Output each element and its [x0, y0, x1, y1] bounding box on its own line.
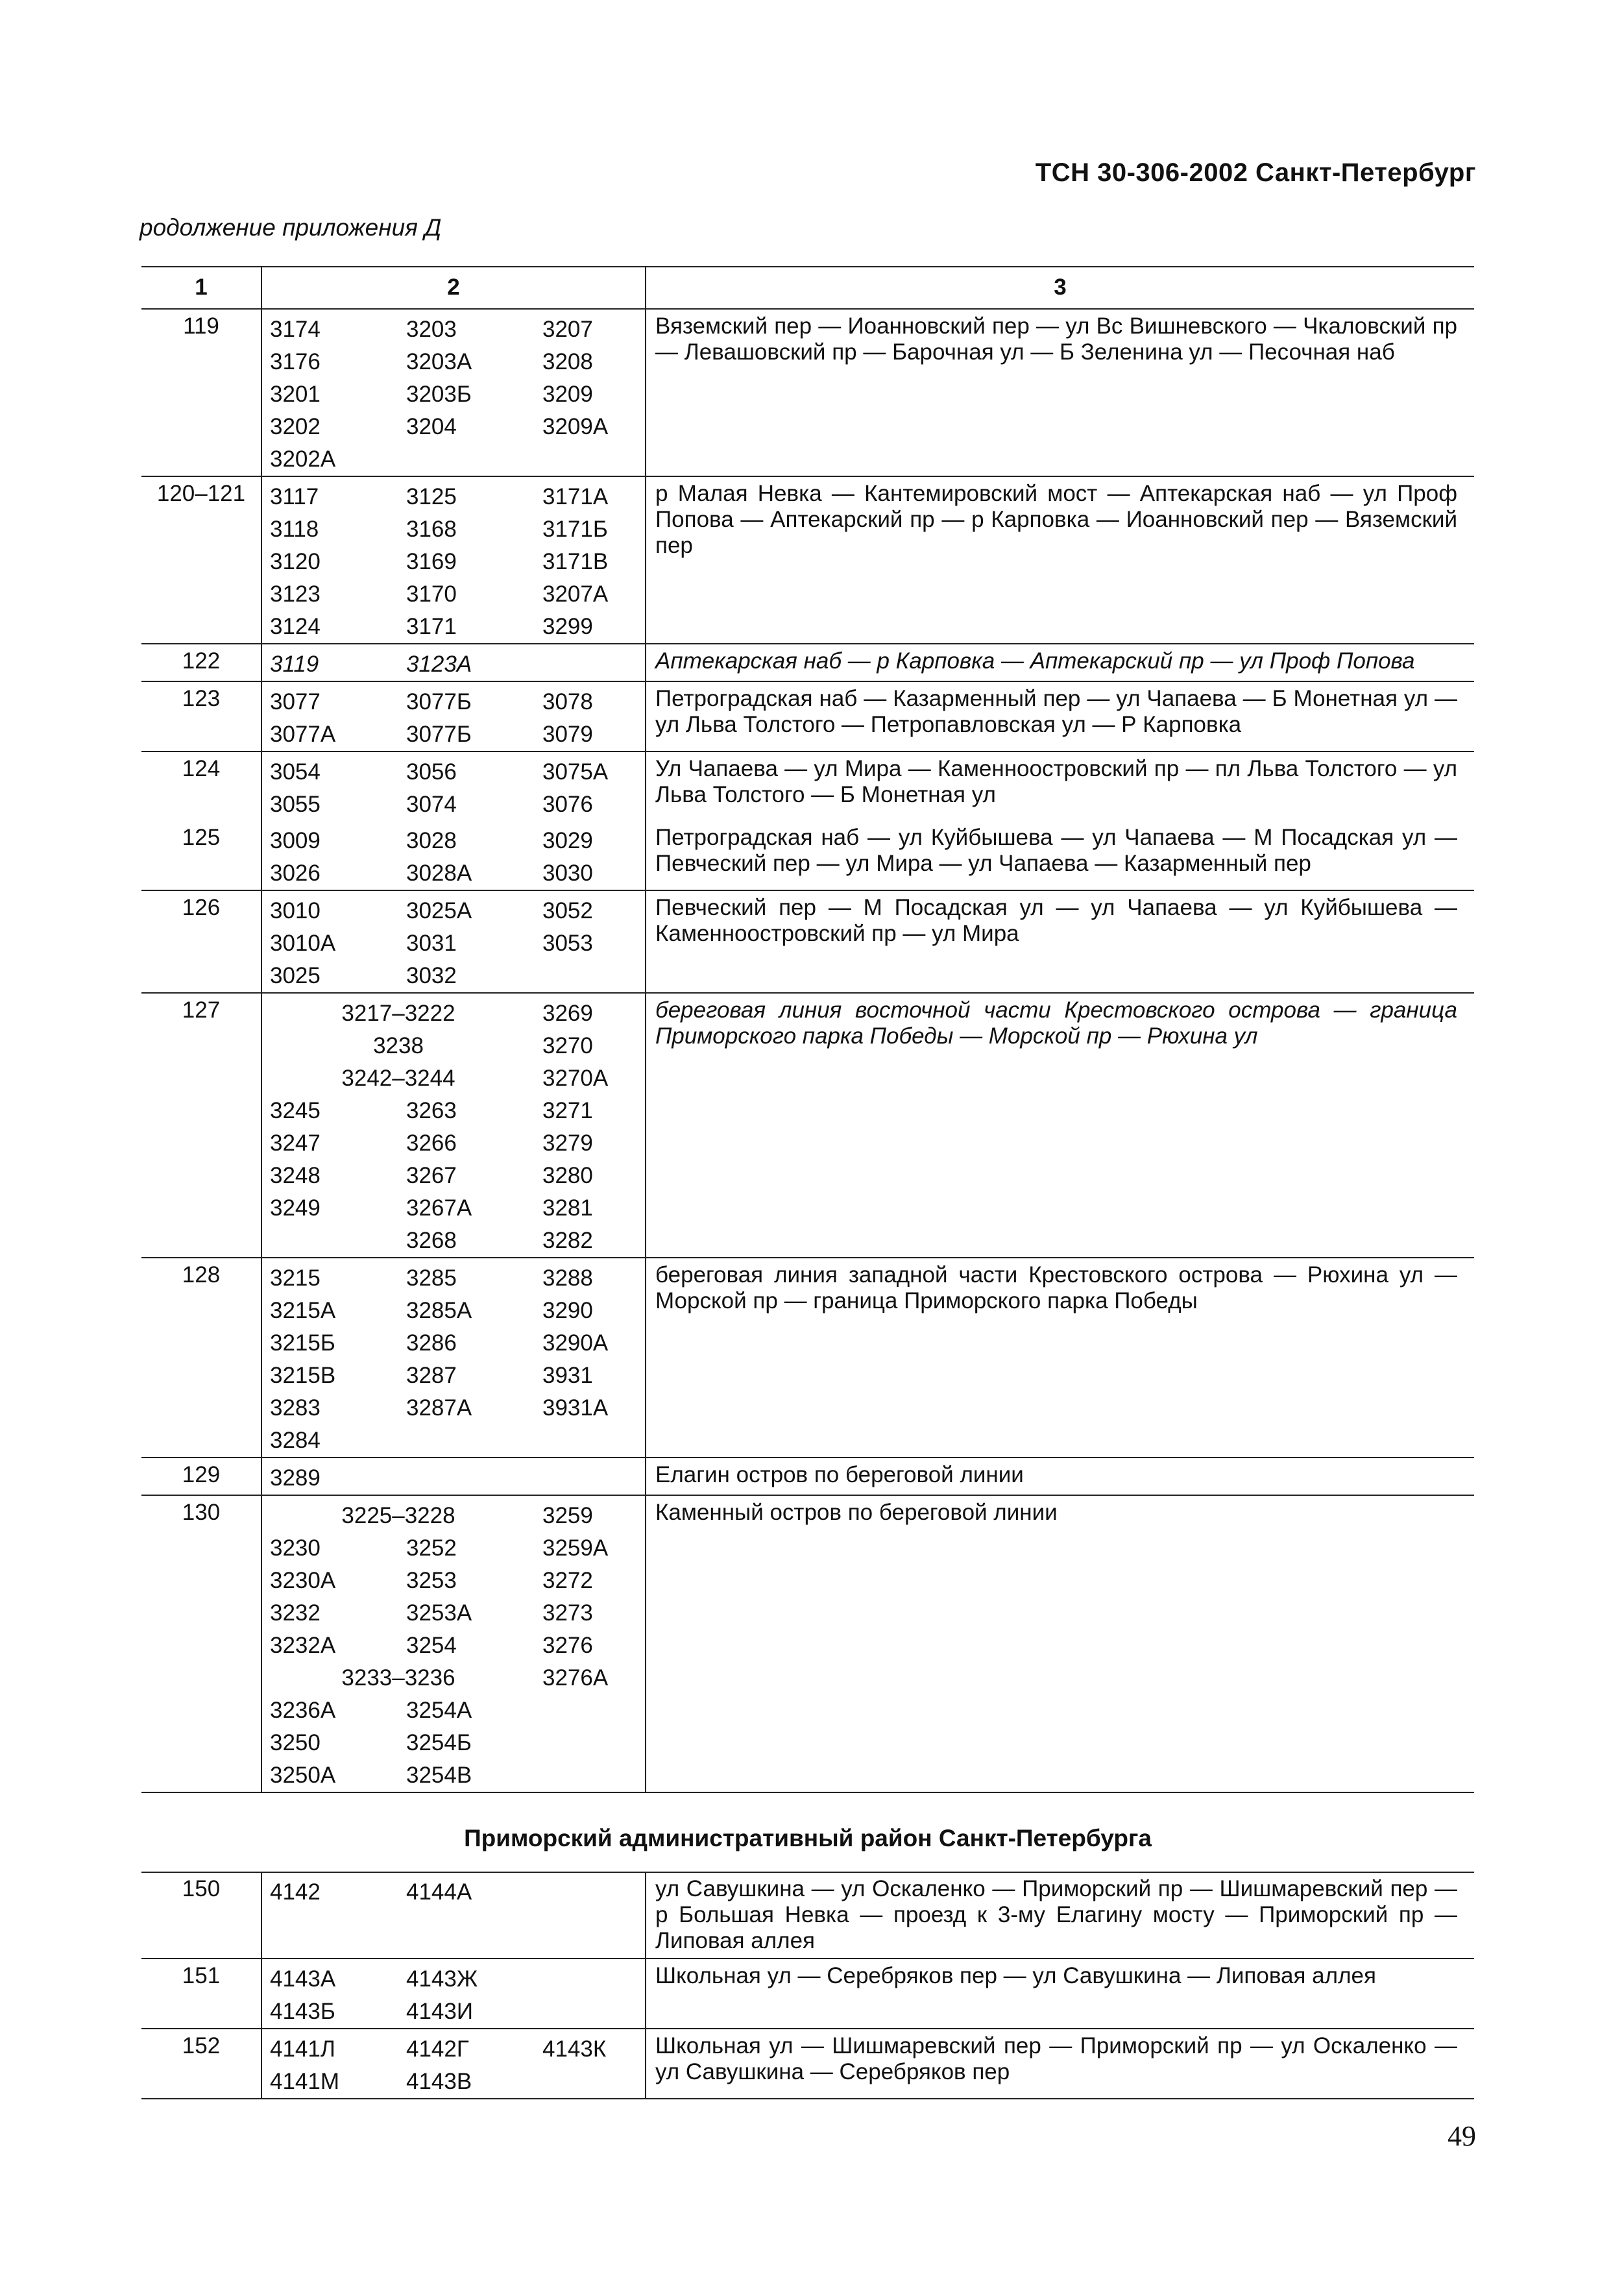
code-value [535, 443, 645, 476]
code-value: 3010 [270, 898, 321, 923]
table-row [141, 309, 1474, 476]
code-value: 3931 [542, 1363, 593, 1388]
code-value: 3208 [542, 349, 593, 374]
code-value: 3079 [542, 722, 593, 747]
code-value: 3171В [542, 549, 609, 574]
code-value: 3263 [406, 1098, 457, 1123]
table-row [141, 821, 1474, 890]
code-grid [262, 895, 645, 992]
code-value: 3217–3222 [341, 1001, 455, 1026]
code-value: 3233–3236 [341, 1665, 455, 1691]
code-value: 3266 [406, 1130, 457, 1156]
code-value: 3252 [406, 1535, 457, 1561]
code-value: 3215Б [270, 1330, 335, 1356]
code-value: 3268 [406, 1228, 457, 1253]
code-value: 4144А [406, 1879, 472, 1905]
code-value: 3176 [270, 349, 321, 374]
code-value [535, 1694, 645, 1727]
code-grid [262, 648, 645, 681]
code-value [535, 1996, 645, 2028]
code-value: 3009 [270, 828, 321, 853]
code-value [535, 2066, 645, 2098]
code-cell [261, 644, 646, 681]
code-value: 3117 [270, 484, 319, 509]
code-grid [262, 825, 645, 890]
code-value: 3259 [542, 1503, 593, 1528]
code-grid [262, 756, 645, 821]
row-number: 123 [141, 681, 261, 751]
code-value: 3276А [542, 1665, 609, 1691]
code-value: 3207А [542, 581, 609, 607]
code-value [398, 443, 535, 476]
code-value: 3168 [406, 517, 457, 542]
code-value: 4141М [270, 2069, 340, 2094]
code-value: 3276 [542, 1633, 593, 1658]
route-description: Певческий пер — М Посадская ул — ул Чапаева — ул Куйбышева — Каменноостровский пр — ул Мира [646, 890, 1474, 993]
code-grid [262, 1262, 645, 1457]
code-value: 3077Б [406, 689, 472, 714]
code-value: 3215В [270, 1363, 336, 1388]
code-cell [261, 890, 646, 993]
continuation-caption: родолжение приложения Д [139, 214, 442, 241]
document-header-title: ТСН 30-306-2002 Санкт-Петербург [1035, 158, 1476, 187]
code-value: 3281 [542, 1195, 593, 1221]
code-value: 3931А [542, 1395, 609, 1421]
code-cell [261, 993, 646, 1258]
row-number: 151 [141, 1959, 261, 2029]
code-value: 4143Б [270, 1999, 335, 2024]
code-grid [262, 1876, 645, 1909]
row-number: 122 [141, 644, 261, 681]
code-cell [261, 1959, 646, 2029]
code-value [535, 1462, 645, 1495]
row-number: 127 [141, 993, 261, 1258]
code-value: 3174 [270, 317, 321, 342]
row-number: 120–121 [141, 476, 261, 644]
route-description: Петроградская наб — ул Куйбышева — ул Чапаева — М Посадская ул — Певческий пер — ул Мира — ул Чапаева — Казарменный пер [646, 821, 1474, 890]
code-value: 3230 [270, 1535, 321, 1561]
table-row [141, 1458, 1474, 1495]
route-description: Школьная ул — Серебряков пер — ул Савушкина — Липовая аллея [646, 1959, 1474, 2029]
code-value: 3254 [406, 1633, 457, 1658]
code-value: 3242–3244 [341, 1066, 455, 1091]
district-table [141, 1872, 1474, 2099]
code-grid [262, 1500, 645, 1792]
code-value: 3078 [542, 689, 593, 714]
code-value: 3125 [406, 484, 457, 509]
column-header-3: 3 [646, 267, 1474, 309]
page-number: 49 [1448, 2120, 1476, 2152]
code-value: 3056 [406, 759, 457, 785]
code-value: 3120 [270, 549, 321, 574]
main-table [141, 267, 1474, 1793]
code-value: 3232А [270, 1633, 336, 1658]
column-header-1: 1 [141, 267, 261, 309]
code-value: 3119 [270, 652, 319, 677]
code-value: 3238 [373, 1033, 424, 1058]
code-grid [262, 313, 645, 476]
route-description: Вяземский пер — Иоанновский пер — ул Вс Вишневского — Чкаловский пр — Левашовский пр — Барочная ул — Б Зеленина ул — Песочная наб [646, 309, 1474, 476]
code-value [535, 648, 645, 681]
code-grid [262, 1963, 645, 2028]
code-value: 3215А [270, 1298, 336, 1323]
code-value: 3269 [542, 1001, 593, 1026]
route-description: Елагин остров по береговой линии [646, 1458, 1474, 1495]
code-value: 3230А [270, 1568, 336, 1593]
code-value: 3253 [406, 1568, 457, 1593]
code-cell [261, 2029, 646, 2099]
code-value: 3280 [542, 1163, 593, 1188]
table-row [141, 1959, 1474, 2029]
code-value: 3026 [270, 861, 321, 886]
code-value: 3250 [270, 1730, 321, 1755]
code-grid [262, 2033, 645, 2098]
code-value: 3074 [406, 792, 457, 817]
code-value: 3171А [542, 484, 609, 509]
code-value: 3203А [406, 349, 472, 374]
route-description: Ул Чапаева — ул Мира — Каменноостровский пр — пл Льва Толстого — ул Льва Толстого — Б Монетная ул [655, 756, 1457, 807]
code-value: 3123 [270, 581, 321, 607]
route-description: Аптекарская наб — р Карповка — Аптекарский пр — ул Проф Попова [646, 644, 1474, 681]
code-value: 4143В [406, 2069, 472, 2094]
code-cell [261, 751, 646, 821]
code-value: 3245 [270, 1098, 321, 1123]
code-value: 4143К [542, 2036, 607, 2062]
code-value: 3254А [406, 1698, 472, 1723]
code-value: 3248 [270, 1163, 321, 1188]
code-value: 3055 [270, 792, 321, 817]
code-value: 3284 [270, 1428, 321, 1453]
row-number: 129 [141, 1458, 261, 1495]
code-value: 3028А [406, 861, 472, 886]
table-row [141, 1495, 1474, 1792]
table-row [141, 1258, 1474, 1458]
district-table-body [141, 1872, 1474, 2099]
table-row [141, 751, 1474, 821]
code-value: 3025А [406, 898, 472, 923]
code-value: 3209А [542, 414, 609, 439]
code-value: 4143Ж [406, 1966, 478, 1992]
row-number: 130 [141, 1495, 261, 1792]
code-value: 3209 [542, 382, 593, 407]
code-value: 3282 [542, 1228, 593, 1253]
code-grid [262, 997, 645, 1257]
code-cell [261, 1458, 646, 1495]
code-value: 3077А [270, 722, 336, 747]
code-value [398, 1462, 535, 1495]
code-value: 3010А [270, 931, 336, 956]
code-value: 3286 [406, 1330, 457, 1356]
code-value: 3299 [542, 614, 593, 639]
code-value: 3171Б [542, 517, 608, 542]
code-cell [261, 1258, 646, 1458]
code-value: 4142 [270, 1879, 321, 1905]
code-value: 3203Б [406, 382, 472, 407]
row-number: 125 [141, 821, 261, 890]
code-value: 3290А [542, 1330, 609, 1356]
code-value [535, 1963, 645, 1996]
code-value: 3207 [542, 317, 593, 342]
row-number: 152 [141, 2029, 261, 2099]
code-value [535, 1727, 645, 1759]
code-value: 3123А [406, 652, 472, 677]
code-value: 3204 [406, 414, 457, 439]
route-description: р Малая Невка — Кантемировский мост — Аптекарская наб — ул Проф Попова — Аптекарский пр — р Карповка — Иоанновский пер — Вяземский пер [646, 476, 1474, 644]
code-value: 3247 [270, 1130, 321, 1156]
code-value: 3077 [270, 689, 321, 714]
code-value [262, 1225, 398, 1257]
code-grid [262, 686, 645, 751]
code-grid [262, 1462, 645, 1495]
code-value: 3285 [406, 1265, 457, 1291]
code-value: 3287А [406, 1395, 472, 1421]
code-value: 4143И [406, 1999, 474, 2024]
code-value [398, 1424, 535, 1457]
code-value: 3030 [542, 861, 593, 886]
route-description: ул Савушкина — ул Оскаленко — Приморский пр — Шишмаревский пер — р Большая Невка — проезд к 3-му Елагину мосту — Приморский пр — Липовая аллея [646, 1872, 1474, 1959]
section-heading: Приморский административный район Санкт-Петербурга [464, 1825, 1152, 1851]
code-value: 4142Г [406, 2036, 469, 2062]
code-value: 3272 [542, 1568, 593, 1593]
table-row [141, 644, 1474, 681]
code-value: 3202 [270, 414, 321, 439]
code-value: 3170 [406, 581, 457, 607]
code-value: 3267 [406, 1163, 457, 1188]
code-value: 3215 [270, 1265, 321, 1291]
code-value: 3169 [406, 549, 457, 574]
code-value: 3289 [270, 1465, 321, 1491]
code-value: 3054 [270, 759, 321, 785]
table-row [141, 1872, 1474, 1959]
row-number: 124 [141, 751, 261, 821]
code-value: 3267А [406, 1195, 472, 1221]
code-value: 3249 [270, 1195, 321, 1221]
code-value: 3232 [270, 1600, 321, 1626]
table-header-row [141, 267, 1474, 309]
code-value: 3032 [406, 963, 457, 988]
row-number: 126 [141, 890, 261, 993]
code-value: 3075А [542, 759, 609, 785]
code-value [535, 960, 645, 992]
row-number: 128 [141, 1258, 261, 1458]
row-number: 150 [141, 1872, 261, 1959]
code-value: 3029 [542, 828, 593, 853]
route-description: береговая линия восточной части Крестовского острова — граница Приморского парка Победы — Морской пр — Рюхина ул [646, 993, 1474, 1258]
code-value: 3250А [270, 1763, 336, 1788]
code-value: 3279 [542, 1130, 593, 1156]
code-value [535, 1424, 645, 1457]
code-value: 3225–3228 [341, 1503, 455, 1528]
code-value: 3052 [542, 898, 593, 923]
code-value: 3203 [406, 317, 457, 342]
code-value: 3254Б [406, 1730, 472, 1755]
code-value: 3025 [270, 963, 321, 988]
route-description: Петроградская наб — Казарменный пер — ул Чапаева — Б Монетная ул — ул Льва Толстого — Петропавловская ул — Р Карповка [646, 681, 1474, 751]
route-description: Каменный остров по береговой линии [646, 1495, 1474, 1792]
code-value: 3283 [270, 1395, 321, 1421]
code-value: 3076 [542, 792, 593, 817]
code-cell [261, 821, 646, 890]
code-cell [261, 1495, 646, 1792]
code-cell [261, 309, 646, 476]
code-cell [261, 1872, 646, 1959]
code-value: 3287 [406, 1363, 457, 1388]
table-row [141, 890, 1474, 993]
code-value: 3077Б [406, 722, 472, 747]
code-value: 3270А [542, 1066, 609, 1091]
code-value: 3028 [406, 828, 457, 853]
code-cell [261, 476, 646, 644]
code-value: 3202А [270, 446, 336, 472]
code-value: 3271 [542, 1098, 593, 1123]
code-grid [262, 481, 645, 643]
code-value [535, 1876, 645, 1909]
code-value: 3273 [542, 1600, 593, 1626]
code-value: 3290 [542, 1298, 593, 1323]
code-value: 3285А [406, 1298, 472, 1323]
table-row [141, 476, 1474, 644]
table-row [141, 681, 1474, 751]
table-row [141, 2029, 1474, 2099]
row-number: 119 [141, 309, 261, 476]
code-value: 3259А [542, 1535, 609, 1561]
code-cell [261, 681, 646, 751]
code-value: 3288 [542, 1265, 593, 1291]
code-value: 4141Л [270, 2036, 335, 2062]
code-value: 3031 [406, 931, 457, 956]
table-row [141, 993, 1474, 1258]
route-description: береговая линия западной части Крестовского острова — Рюхина ул — Морской пр — граница Приморского парка Победы [646, 1258, 1474, 1458]
code-value: 4143А [270, 1966, 336, 1992]
code-value: 3270 [542, 1033, 593, 1058]
code-value: 3253А [406, 1600, 472, 1626]
code-value: 3118 [270, 517, 319, 542]
main-table-body [141, 309, 1474, 1792]
code-value: 3201 [270, 382, 321, 407]
code-value: 3254В [406, 1763, 472, 1788]
code-value: 3171 [406, 614, 457, 639]
code-value [535, 1759, 645, 1792]
code-value: 3124 [270, 614, 321, 639]
column-header-2: 2 [261, 267, 646, 309]
code-value: 3236А [270, 1698, 336, 1723]
code-value: 3053 [542, 931, 593, 956]
route-description: Школьная ул — Шишмаревский пер — Приморский пр — ул Оскаленко — ул Савушкина — Серебряков пер [646, 2029, 1474, 2099]
